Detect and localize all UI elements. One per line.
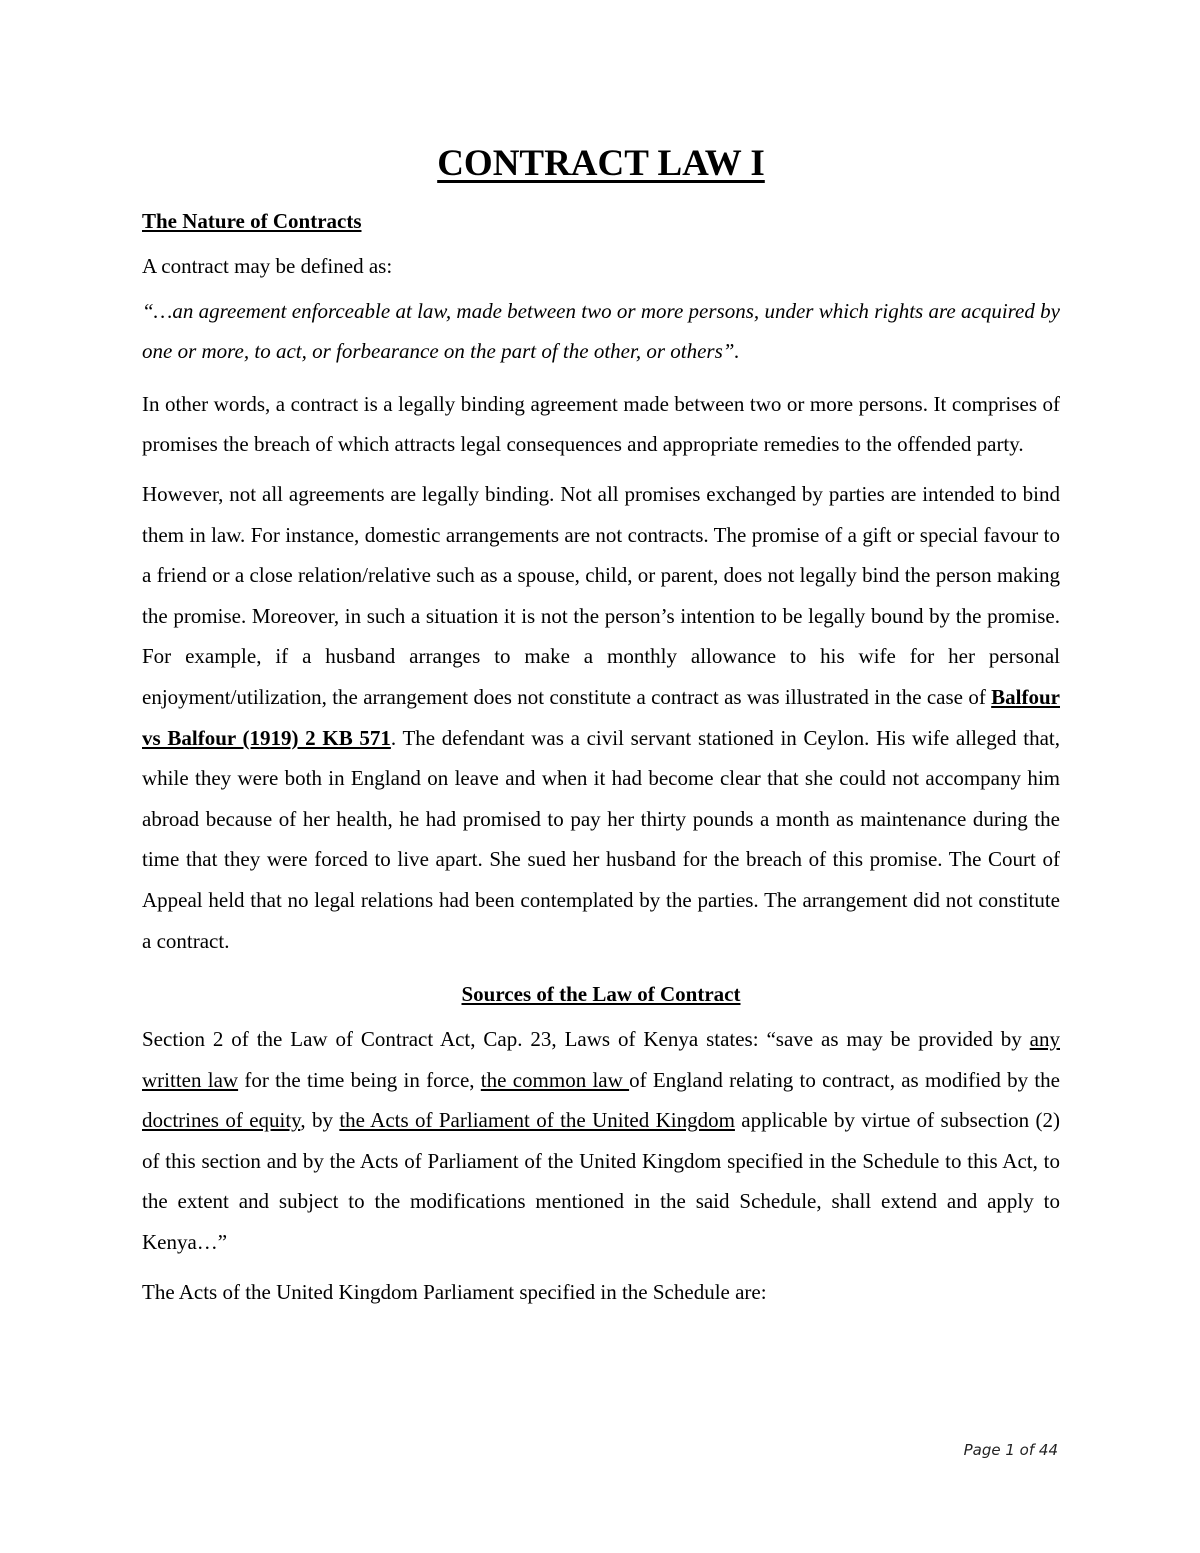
document-title: CONTRACT LAW I xyxy=(437,143,765,184)
paragraph-text: . The defendant was a civil servant stationed in Ceylon. His wife alleged that, while they were both in England on leave and when it had become clear that she could not accompany him abroad because of her health, he had promised to pay her thirty pounds a month as maintenance during the time that they were forced to live apart. She sued her husband for the breach of this promise. The Court of Appeal held that no legal relations had been contemplated by the parties. The arrangement did not constitute a contract. xyxy=(142,725,1060,953)
page-content xyxy=(142,138,1060,1321)
paragraph-schedule-acts: The Acts of the United Kingdom Parliament specified in the Schedule are: xyxy=(142,1279,767,1304)
definition-intro: A contract may be defined as: xyxy=(142,254,393,278)
definition-quote: “…an agreement enforceable at law, made between two or more persons, under which rights are acquired by one or more, to act, or forbearance on the part of the other, or others”. xyxy=(142,298,1060,364)
underlined-term: the Acts of Parliament of the United Kingdom xyxy=(339,1108,735,1133)
case-citation: Balfour vs Balfour (1919) 2 KB 571 xyxy=(142,684,1060,750)
underlined-term: doctrines of equity xyxy=(142,1108,301,1133)
page-number: Page 1 of 44 xyxy=(963,1441,1058,1459)
paragraph-text: of England relating to contract, as modified by the xyxy=(629,1067,1061,1092)
paragraph-text: applicable by virtue of subsection (2) of this section and by the Acts of Parliament of the United Kingdom specified in the Schedule to this Act, to the extent and subject to the modifications mentioned in the said Schedule, shall extend and apply to Kenya…” xyxy=(142,1108,1061,1255)
section-heading-nature-of-contracts: The Nature of Contracts xyxy=(142,209,362,233)
paragraph-text: However, not all agreements are legally binding. Not all promises exchanged by parties are intended to bind them in law. For instance, domestic arrangements are not contracts. The promise of a gift or special favour to a friend or a close relation/relative such as a spouse, child, or parent, does not legally bind the person making the promise. Moreover, in such a situation it is not the person’s intention to be legally bound by the promise. For example, if a husband arranges to make a monthly allowance to his wife for her personal enjoyment/utilization, the arrangement does not constitute a contract as was illustrated in the case of xyxy=(142,481,1060,709)
paragraph-text: , by xyxy=(300,1108,340,1133)
paragraph-not-all-agreements xyxy=(142,474,1060,961)
underlined-term: the common law xyxy=(480,1067,630,1092)
underlined-term: any written law xyxy=(142,1027,1060,1092)
section-heading-sources: Sources of the Law of Contract xyxy=(461,982,741,1007)
paragraph-text: Section 2 of the Law of Contract Act, Cap. 23, Laws of Kenya states: “save as may be provided by xyxy=(142,1027,1030,1052)
paragraph-section-2-quote xyxy=(142,1019,1060,1263)
paragraph-contract-explained: In other words, a contract is a legally binding agreement made between two or more persons. It comprises of promises the breach of which attracts legal consequences and appropriate remedies to the offended party. xyxy=(142,391,1060,457)
paragraph-text: for the time being in force, xyxy=(238,1067,481,1092)
